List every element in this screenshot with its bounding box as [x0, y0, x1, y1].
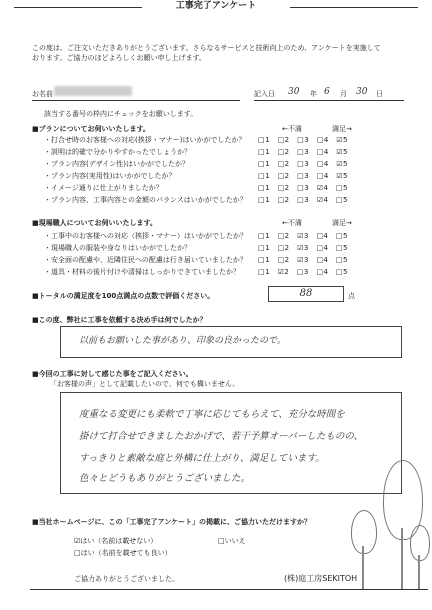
name-redacted — [54, 86, 132, 96]
q-voice-line-3: すっきりと素敵な庭と外構に仕上がり、満足しています。 — [79, 453, 325, 464]
tree-right-icon — [410, 525, 430, 561]
footer-thanks: ご協力ありがとうございました。 — [74, 575, 179, 583]
q-voice-label: ■今回の工事に対して感じた事をご記入ください。 — [32, 370, 193, 378]
s1-q2-label: ・説明は的確で分かりやすかったでしょうか？ — [44, 148, 191, 156]
s1-q6-label: ・プラン内容、工事内容との金額のバランスはいかがでしたか？ — [44, 196, 247, 204]
title-rule-left — [14, 7, 142, 8]
date-year-unit: 年 — [310, 90, 317, 98]
section1-scale-low: ←不満 — [282, 125, 302, 133]
s2-q3-label: ・安全面の配慮や、近隣住民への配慮は行き届いていましたか？ — [44, 256, 247, 264]
section2-scale-low: ←不満 — [282, 219, 302, 227]
s2-q2-options[interactable]: □1 □2 ☑3 □4 □5 — [258, 244, 348, 252]
option-yes-with-name[interactable]: □はい（名前を載せても良い） — [74, 549, 172, 557]
s1-q3-label: ・プラン内容(デザイン性)はいかがでしたか？ — [44, 160, 189, 168]
option-yes-anonymous[interactable]: ☑はい（名前は載せない） — [74, 537, 158, 545]
date-day: 30 — [356, 87, 368, 97]
tree-right-trunk — [418, 555, 420, 590]
s1-q3-options[interactable]: □1 □2 □3 □4 ☑5 — [258, 160, 348, 168]
s2-q1-options[interactable]: □1 □2 ☑3 □4 □5 — [258, 232, 348, 240]
s1-q1-options[interactable]: □1 □2 □3 □4 ☑5 — [258, 136, 348, 144]
tree-large-trunk — [401, 528, 403, 590]
section1-scale-high: 満足→ — [332, 125, 352, 133]
total-score-value: 88 — [299, 288, 313, 299]
date-month: 6 — [324, 87, 330, 97]
name-underline — [32, 100, 240, 101]
intro-line-1: この度は、ご注文いただきありがとうございます。さらなるサービスと技術向上のため、アンケートを実施して — [32, 44, 381, 52]
q-voice-answer-box[interactable] — [60, 392, 402, 494]
total-label: ■トータルの満足度を100点満点の点数で評価ください。 — [32, 292, 215, 300]
section1-heading: ■プランについてお伺いいたします。 — [32, 125, 150, 133]
intro-line-2: おります。ご協力のほどよろしくお願い申し上げます。 — [32, 54, 206, 62]
s1-q1-label: ・打合せ時のお客様への対応(挨拶・マナー)はいかがでしたか？ — [44, 136, 246, 144]
s2-q1-label: ・工事中のお客様への対応（挨拶・マナー）はいかがでしたか？ — [44, 232, 247, 240]
survey-title: 工事完了アンケート — [175, 1, 257, 11]
section2-scale-high: 満足→ — [332, 219, 352, 227]
date-label: 記入日 — [254, 90, 275, 98]
s1-q6-options[interactable]: □1 □2 □3 ☑4 □5 — [258, 196, 348, 204]
date-year: 30 — [288, 87, 300, 97]
s1-q4-label: ・プラン内容(実用性)はいかがでしたか？ — [44, 172, 176, 180]
s1-q5-options[interactable]: □1 □2 □3 ☑4 □5 — [258, 184, 348, 192]
instruction: 該当する番号の枠内にチェックをお願いします。 — [44, 110, 198, 118]
tree-small-icon — [351, 510, 377, 554]
footer-rule — [30, 589, 428, 590]
q-voice-sub: 「お客様の声」として記載したいので、何でも構いません。 — [50, 380, 240, 388]
date-underline — [254, 100, 404, 101]
s2-q4-options[interactable]: □1 ☑2 □3 □4 □5 — [258, 268, 348, 276]
q-reason-label: ■この度、弊社に工事を依頼する決め手は何でしたか？ — [32, 316, 207, 324]
tree-small-trunk — [362, 546, 364, 590]
q-reason-answer-box[interactable] — [60, 326, 402, 358]
total-unit: 点 — [348, 292, 355, 300]
total-score-box[interactable] — [268, 286, 344, 302]
q-voice-line-1: 度重なる変更にも柔軟で丁寧に応じてもらえて、充分な時間を — [79, 409, 345, 420]
s1-q4-options[interactable]: □1 □2 □3 □4 ☑5 — [258, 172, 348, 180]
title-rule-right — [290, 7, 418, 8]
date-day-unit: 日 — [376, 90, 383, 98]
option-no[interactable]: □いいえ — [218, 537, 246, 545]
q-voice-line-4: 色々とどうもありがとうございました。 — [79, 473, 251, 484]
date-month-unit: 月 — [340, 90, 347, 98]
s2-q3-options[interactable]: □1 □2 ☑3 □4 □5 — [258, 256, 348, 264]
s1-q5-label: ・イメージ通りに仕上がりましたか？ — [44, 184, 163, 192]
s1-q2-options[interactable]: □1 □2 □3 □4 ☑5 — [258, 148, 348, 156]
q-voice-line-2: 掛けて打合せできましたおかげで、若干予算オーバーしたものの、 — [79, 431, 363, 442]
s2-q2-label: ・現場職人の服装や身なりはいかがでしたか？ — [44, 244, 191, 252]
name-label: お名前 — [32, 90, 53, 98]
footer-company: (株)庭工房SEKITOH — [284, 574, 358, 583]
section2-heading: ■現場職人についてお伺いいたします。 — [32, 219, 157, 227]
s2-q4-label: ・道具・材料の後片付けや清掃はしっかりできていましたか？ — [44, 268, 240, 276]
q-reason-answer: 以前もお願いした事があり、印象の良かったので。 — [79, 336, 286, 346]
q-homepage-label: ■当社ホームページに、この「工事完了アンケート」の掲載に、ご協力いただけますか？ — [32, 518, 312, 526]
